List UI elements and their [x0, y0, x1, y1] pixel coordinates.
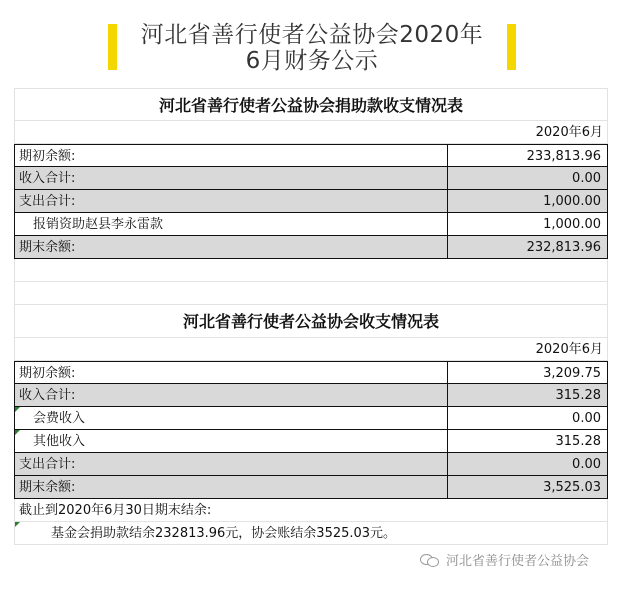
row-value: 0.00: [447, 407, 607, 429]
table2-row-expense: [14, 453, 608, 476]
note-row-2: [14, 522, 608, 545]
row-label: 支出合计:: [19, 457, 76, 472]
wechat-icon: [420, 553, 440, 567]
page-title-line1: 河北省善行使者公益协会2020年: [140, 22, 484, 48]
row-value: 315.28: [447, 430, 607, 452]
row-value: 1,000.00: [447, 213, 607, 235]
table1-row-closing: [14, 236, 608, 259]
row-value: 0.00: [447, 167, 607, 189]
row-label: 期初余额:: [19, 366, 76, 381]
table2-date-row: [14, 338, 608, 361]
header-accent-bar-right: [507, 24, 516, 70]
table1-row-opening: [14, 144, 608, 167]
table1-date: 2020年6月: [535, 125, 603, 140]
page-header: [108, 22, 516, 74]
table1-row-income: [14, 167, 608, 190]
row-value: 0.00: [447, 453, 607, 475]
row-label: 其他收入: [33, 434, 86, 449]
table2-row-income: [14, 384, 608, 407]
row-value: 3,525.03: [447, 476, 607, 498]
page-title-line2: 6月财务公示: [245, 48, 379, 74]
row-label: 期末余额:: [19, 240, 76, 255]
table2-row-membership-fees: [14, 407, 608, 430]
table2-date: 2020年6月: [535, 342, 603, 357]
row-value: 3,209.75: [447, 362, 607, 383]
row-label: 期末余额:: [19, 480, 76, 495]
comment-marker-icon: [15, 522, 20, 527]
table2-row-closing: [14, 476, 608, 499]
note-row-1: [14, 499, 608, 522]
empty-row: [14, 259, 608, 282]
row-value: 233,813.96: [447, 145, 607, 166]
row-label: 收入合计:: [19, 388, 76, 403]
table1-row-expense: [14, 190, 608, 213]
table2-row-other-income: [14, 430, 608, 453]
watermark: [420, 550, 589, 569]
empty-row: [14, 282, 608, 305]
watermark-text: 河北省善行使者公益协会: [445, 554, 589, 569]
row-value: 1,000.00: [447, 190, 607, 212]
row-value: 232,813.96: [447, 236, 607, 258]
row-label: 报销资助赵县李永雷款: [33, 217, 164, 232]
comment-marker-icon: [15, 430, 20, 435]
note-text: 截止到2020年6月30日期末结余:: [19, 503, 212, 518]
note-text: 基金会捐助款结余232813.96元，协会账结余3525.03元。: [51, 526, 397, 541]
table1-date-row: [14, 121, 608, 144]
row-value: 315.28: [447, 384, 607, 406]
table2-row-opening: [14, 361, 608, 384]
table1-title: 河北省善行使者公益协会捐助款收支情况表: [14, 88, 608, 121]
row-label: 会费收入: [33, 411, 86, 426]
table2-title: 河北省善行使者公益协会收支情况表: [14, 305, 608, 338]
row-label: 收入合计:: [19, 171, 76, 186]
header-accent-bar-left: [108, 24, 117, 70]
row-label: 支出合计:: [19, 194, 76, 209]
table1-row-reimbursement: [14, 213, 608, 236]
row-label: 期初余额:: [19, 149, 76, 164]
comment-marker-icon: [15, 407, 20, 412]
spreadsheet: [14, 88, 608, 545]
